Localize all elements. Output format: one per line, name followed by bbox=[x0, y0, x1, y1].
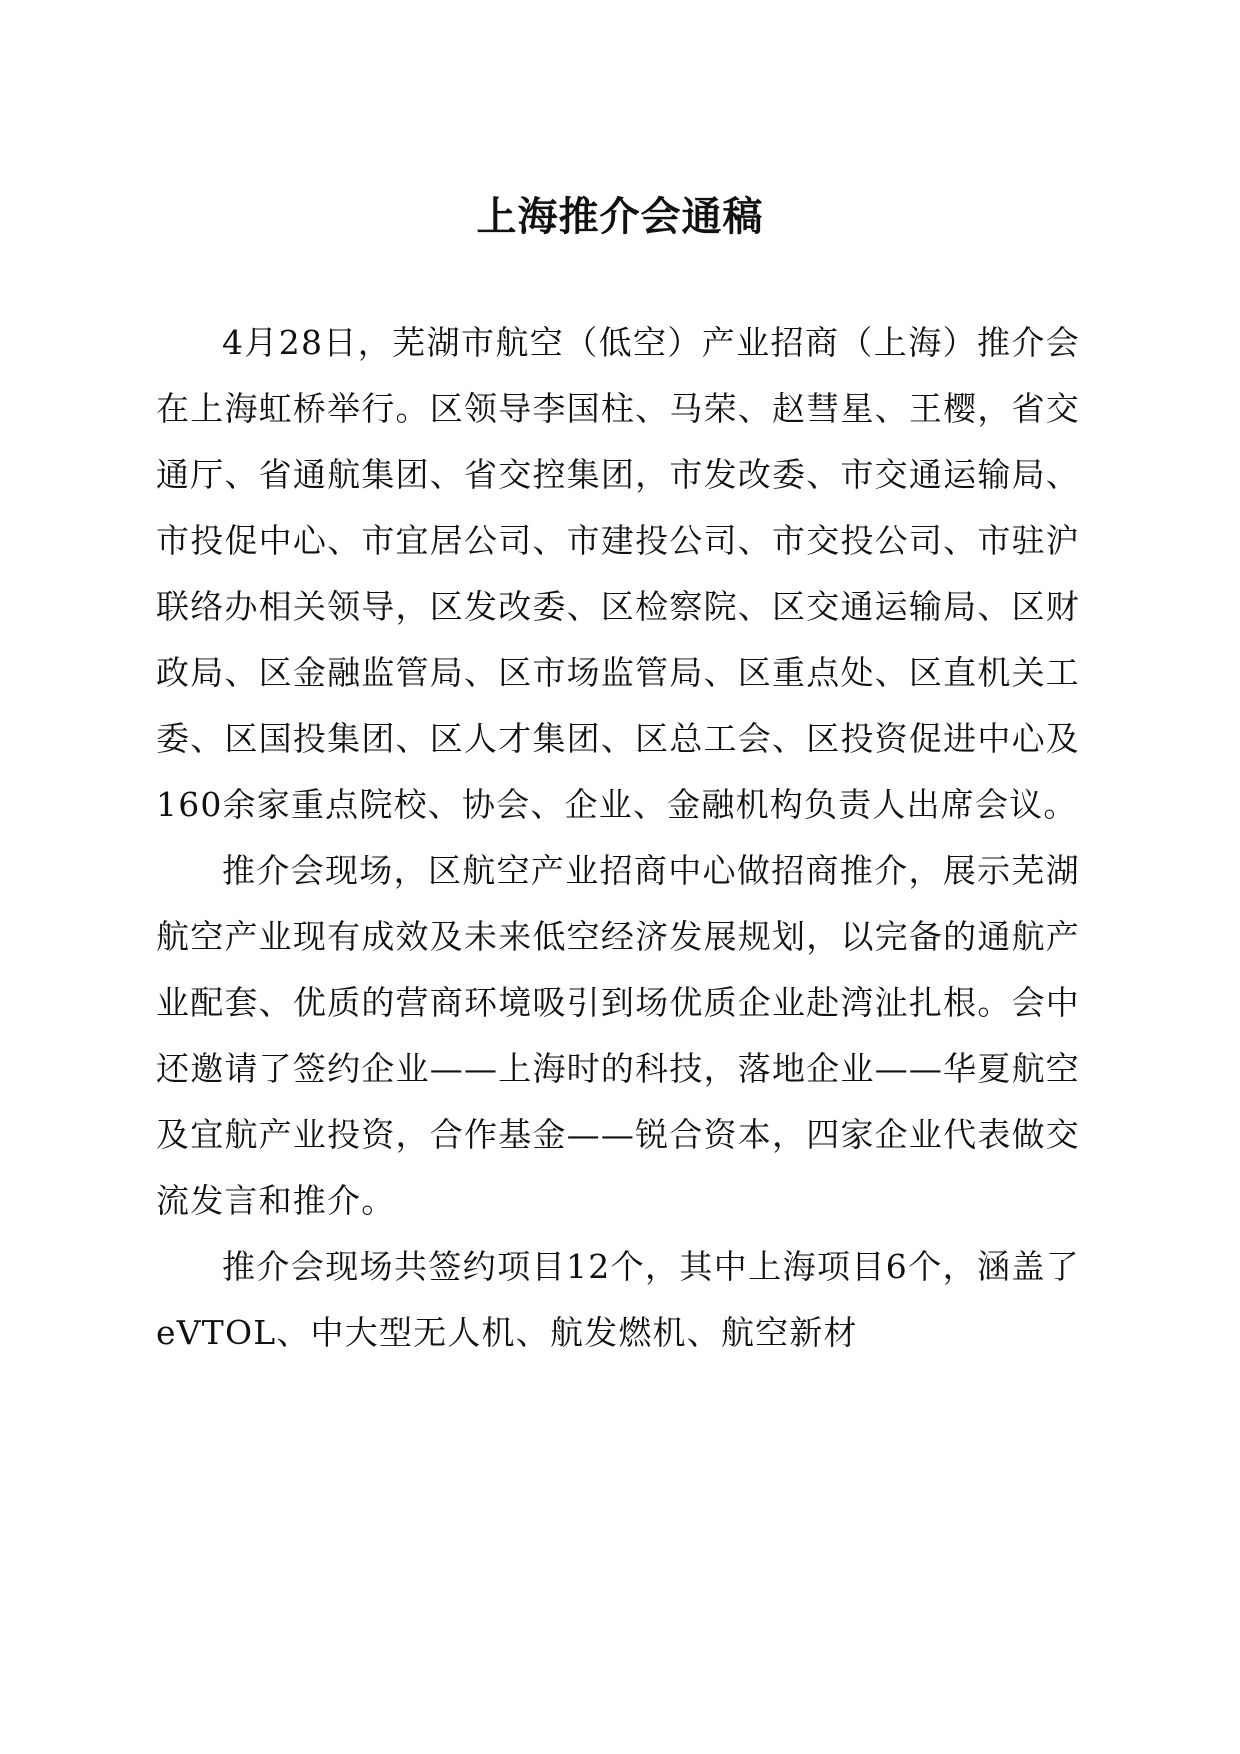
document-body bbox=[156, 310, 1080, 1366]
paragraph-3: 推介会现场共签约项目12个，其中上海项目6个，涵盖了eVTOL、中大型无人机、航发燃机、航空新材 bbox=[156, 1247, 1080, 1352]
paragraph-2: 推介会现场，区航空产业招商中心做招商推介，展示芜湖航空产业现有成效及未来低空经济发展规划，以完备的通航产业配套、优质的营商环境吸引到场优质企业赴湾沚扎根。会中还邀请了签约企业——上海时的科技，落地企业——华夏航空及宜航产业投资，合作基金——锐合资本，四家企业代表做交流发言和推介。 bbox=[156, 851, 1080, 1220]
document-title: 上海推介会通稿 bbox=[476, 193, 764, 240]
paragraph-1: 4月28日，芜湖市航空（低空）产业招商（上海）推介会在上海虹桥举行。区领导李国柱、马荣、赵彗星、王樱，省交通厅、省通航集团、省交控集团，市发改委、市交通运输局、市投促中心、市宜居公司、市建投公司、市交投公司、市驻沪联络办相关领导，区发改委、区检察院、区交通运输局、区财政局、区金融监管局、区市场监管局、区重点处、区直机关工委、区国投集团、区人才集团、区总工会、区投资促进中心及160余家重点院校、协会、企业、金融机构负责人出席会议。 bbox=[156, 323, 1080, 824]
